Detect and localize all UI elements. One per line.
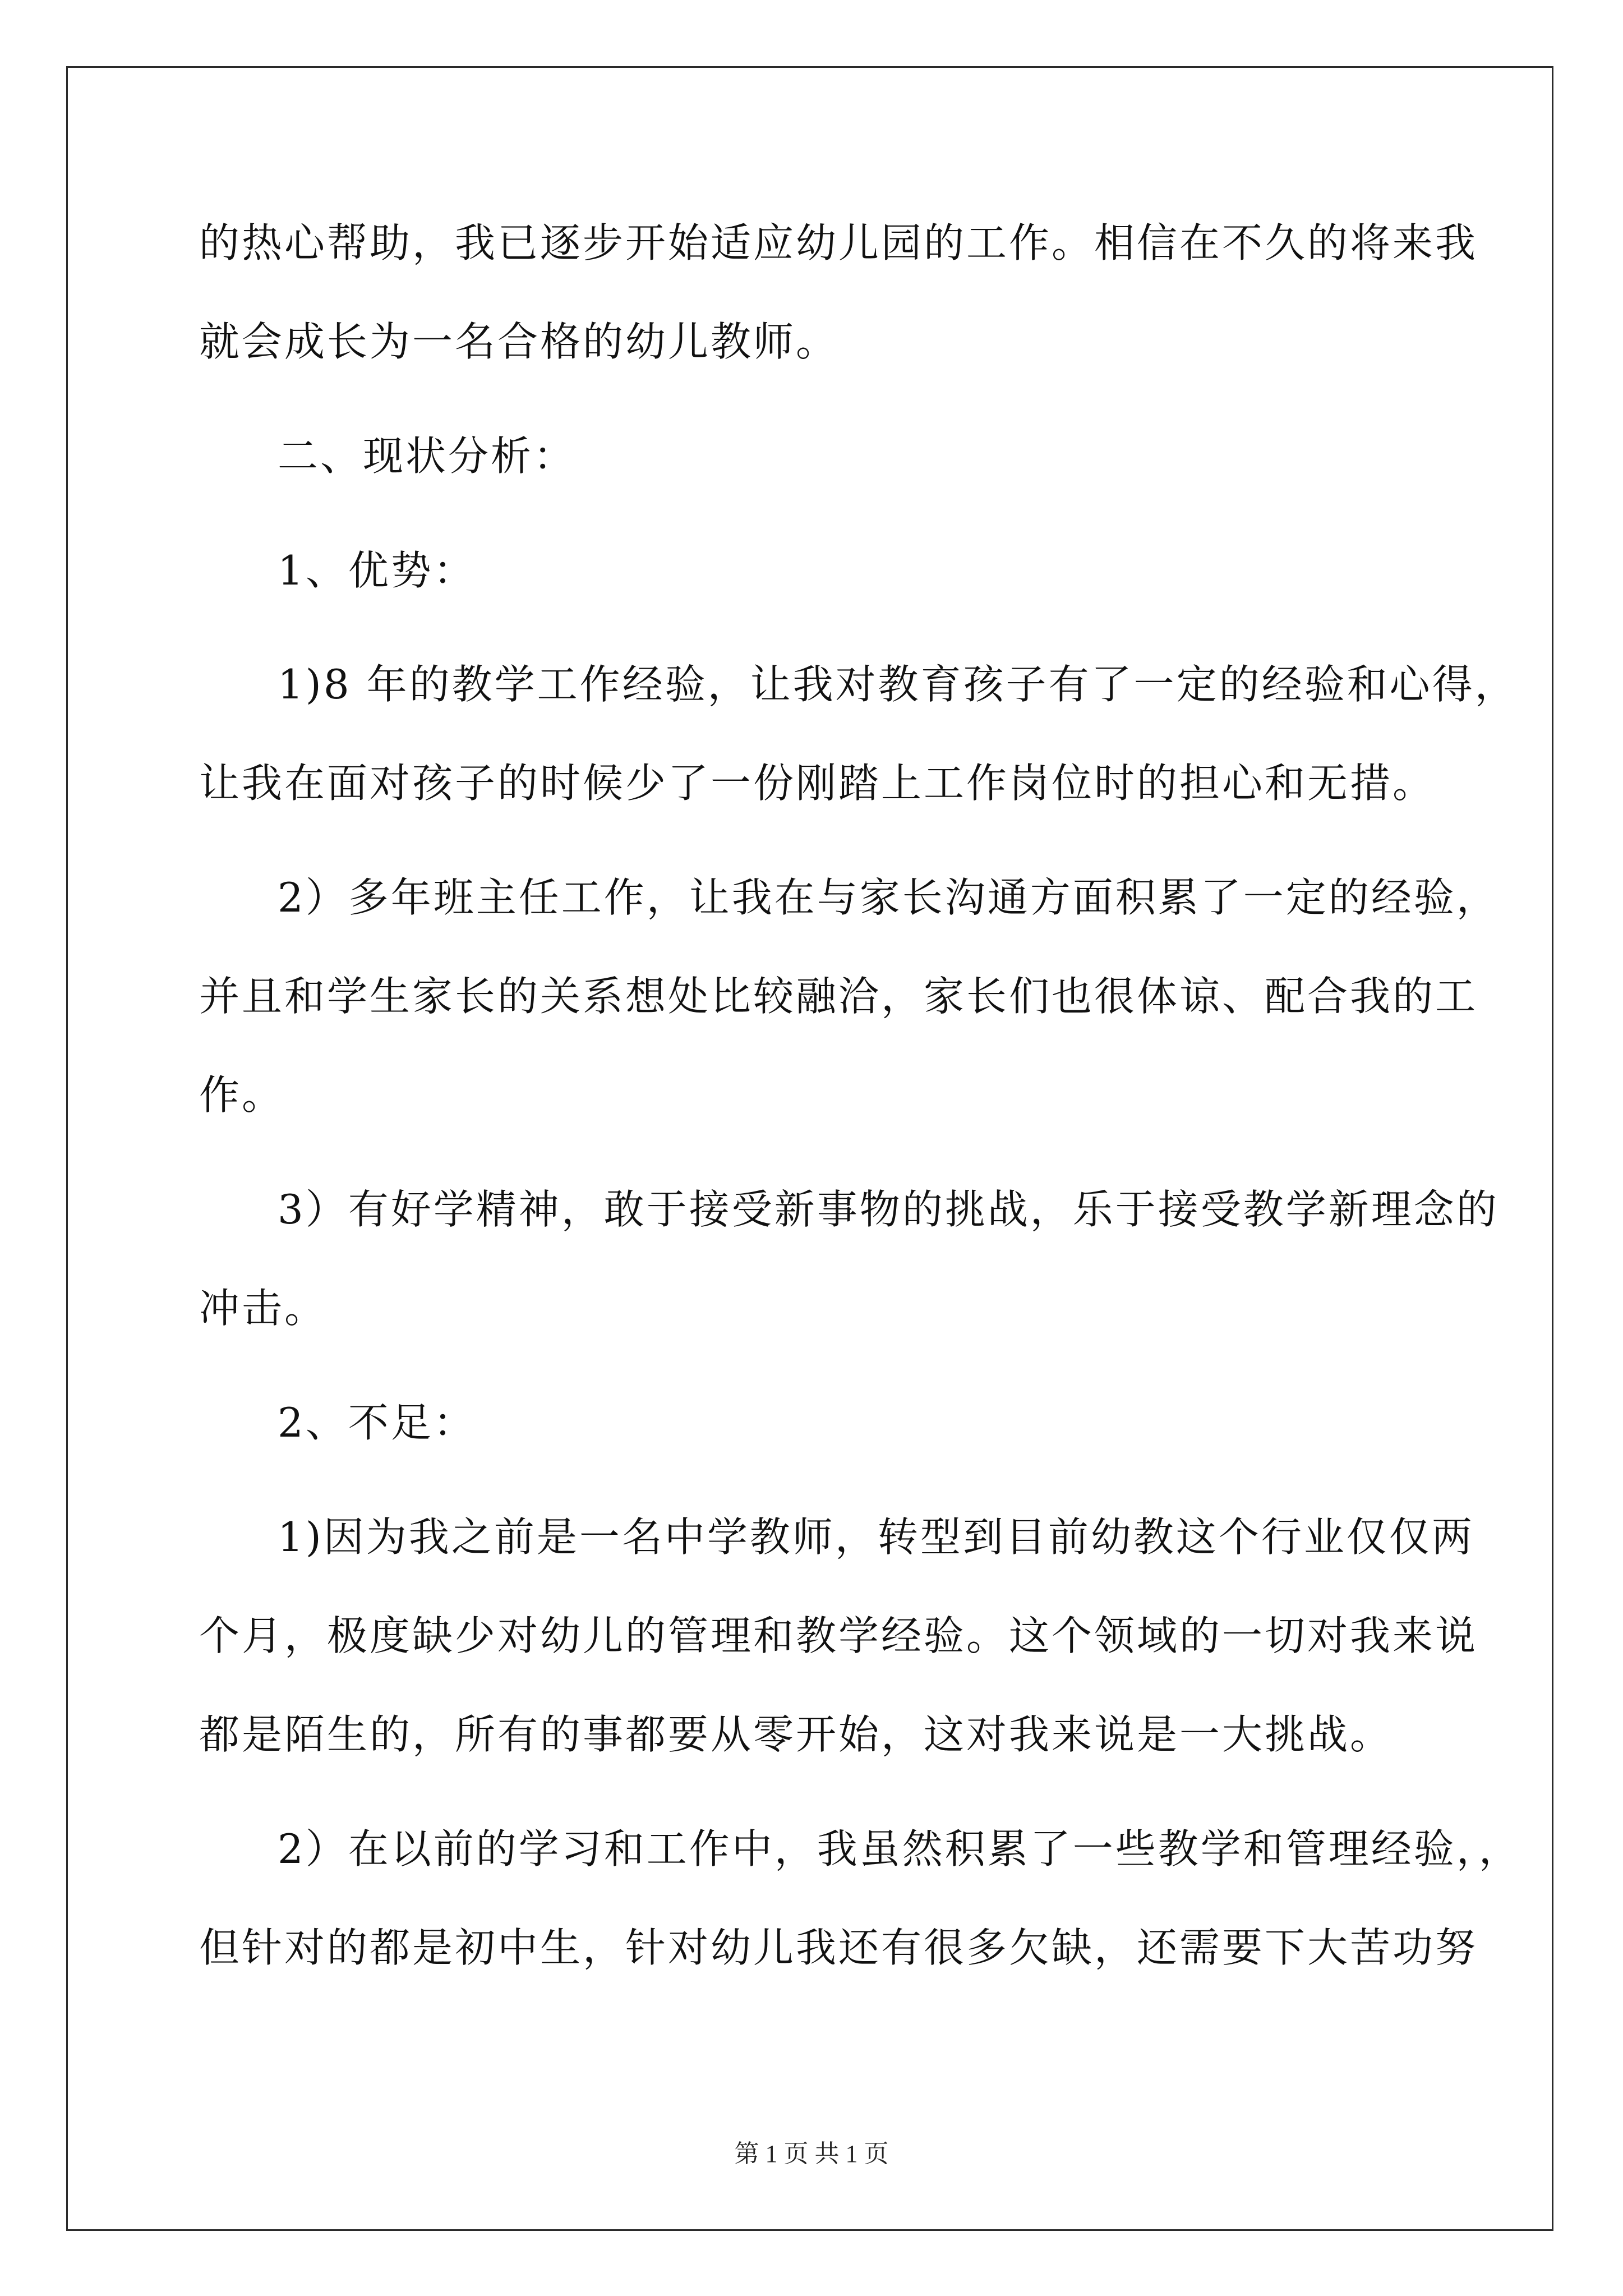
text-line: 2）多年班主任工作，让我在与家长沟通方面积累了一定的经验，: [278, 874, 1499, 921]
text-line: 但针对的都是初中生，针对幼儿我还有很多欠缺，还需要下大苦功努: [199, 1924, 1478, 1971]
page-border: [66, 66, 1553, 2231]
text-line: 冲击。: [199, 1285, 328, 1332]
text-line: 的热心帮助，我已逐步开始适应幼儿园的工作。相信在不久的将来我: [199, 219, 1478, 266]
text-line: 1)因为我之前是一名中学教师，转型到目前幼教这个行业仅仅两: [278, 1513, 1474, 1561]
page-footer: 第 1 页 共 1 页: [734, 2140, 889, 2168]
text-line: 个月，极度缺少对幼儿的管理和教学经验。这个领域的一切对我来说: [199, 1612, 1478, 1659]
text-line: 让我在面对孩子的时候少了一份刚踏上工作岗位时的担心和无措。: [199, 760, 1436, 807]
section-heading: 二、现状分析：: [278, 432, 577, 480]
text-line: 1)8 年的教学工作经验，让我对教育孩子有了一定的经验和心得，: [278, 661, 1518, 708]
text-line: 作。: [199, 1071, 285, 1119]
subsection-heading: 1、优势：: [278, 547, 476, 594]
text-line: 3）有好学精神，敢于接受新事物的挑战，乐于接受教学新理念的: [278, 1186, 1499, 1233]
text-line: 并且和学生家长的关系想处比较融洽，家长们也很体谅、配合我的工: [199, 973, 1478, 1020]
subsection-heading: 2、不足：: [278, 1399, 476, 1446]
text-line: 都是陌生的，所有的事都要从零开始，这对我来说是一大挑战。: [199, 1711, 1393, 1758]
text-line: 就会成长为一名合格的幼儿教师。: [199, 318, 839, 365]
text-line: 2）在以前的学习和工作中，我虽然积累了一些教学和管理经验，，: [278, 1825, 1521, 1872]
